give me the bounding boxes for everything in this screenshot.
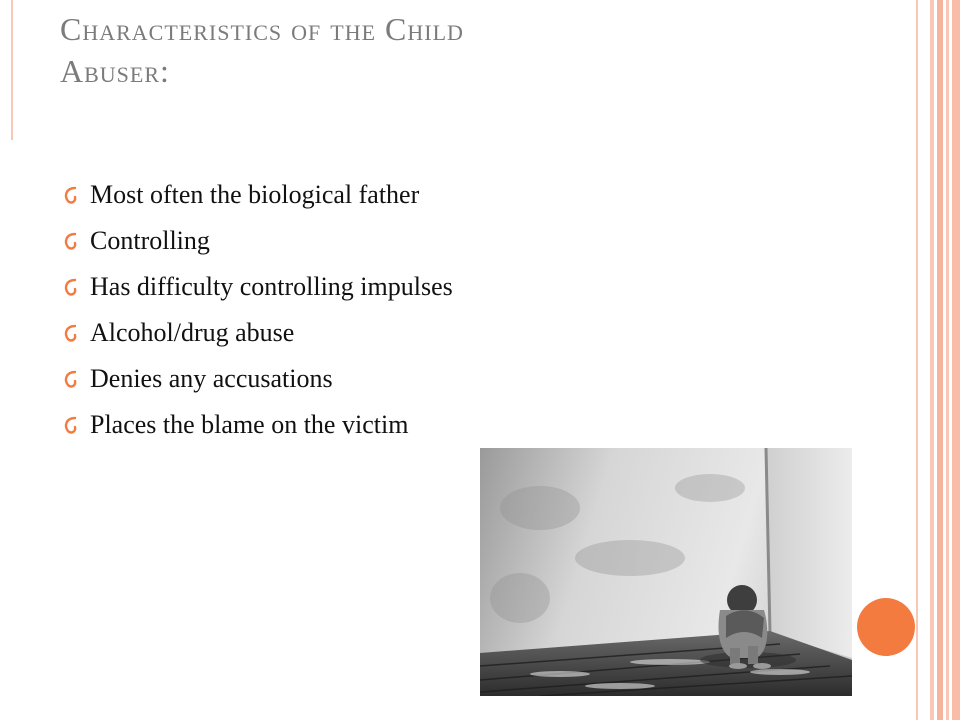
accent-circle bbox=[857, 598, 915, 656]
list-item bbox=[60, 172, 453, 218]
slide-title bbox=[60, 8, 900, 92]
decor-stripe bbox=[930, 0, 934, 720]
slide-title-line2: Abuser: bbox=[60, 53, 170, 89]
list-item bbox=[60, 218, 453, 264]
curl-bullet-icon bbox=[60, 184, 82, 208]
list-item bbox=[60, 310, 453, 356]
decor-stripe bbox=[937, 0, 943, 720]
list-item bbox=[60, 356, 453, 402]
curl-bullet-icon bbox=[60, 414, 82, 438]
list-item bbox=[60, 264, 453, 310]
frame-line-left bbox=[11, 0, 13, 140]
bullet-text: Denies any accusations bbox=[90, 364, 333, 393]
bullet-text: Has difficulty controlling impulses bbox=[90, 272, 453, 301]
curl-bullet-icon bbox=[60, 276, 82, 300]
bullet-text: Alcohol/drug abuse bbox=[90, 318, 295, 347]
decor-stripe bbox=[946, 0, 949, 720]
bullet-text: Most often the biological father bbox=[90, 180, 420, 209]
bullet-text: Places the blame on the victim bbox=[90, 410, 409, 439]
list-item bbox=[60, 402, 453, 448]
curl-bullet-icon bbox=[60, 230, 82, 254]
decor-stripe bbox=[952, 0, 960, 720]
curl-bullet-icon bbox=[60, 368, 82, 392]
child-in-corner-photo bbox=[480, 448, 852, 696]
bullet-text: Controlling bbox=[90, 226, 210, 255]
bullet-list bbox=[60, 172, 453, 448]
slide-title-line1: Characteristics of the Child bbox=[60, 11, 464, 47]
curl-bullet-icon bbox=[60, 322, 82, 346]
frame-line-right bbox=[916, 0, 918, 720]
